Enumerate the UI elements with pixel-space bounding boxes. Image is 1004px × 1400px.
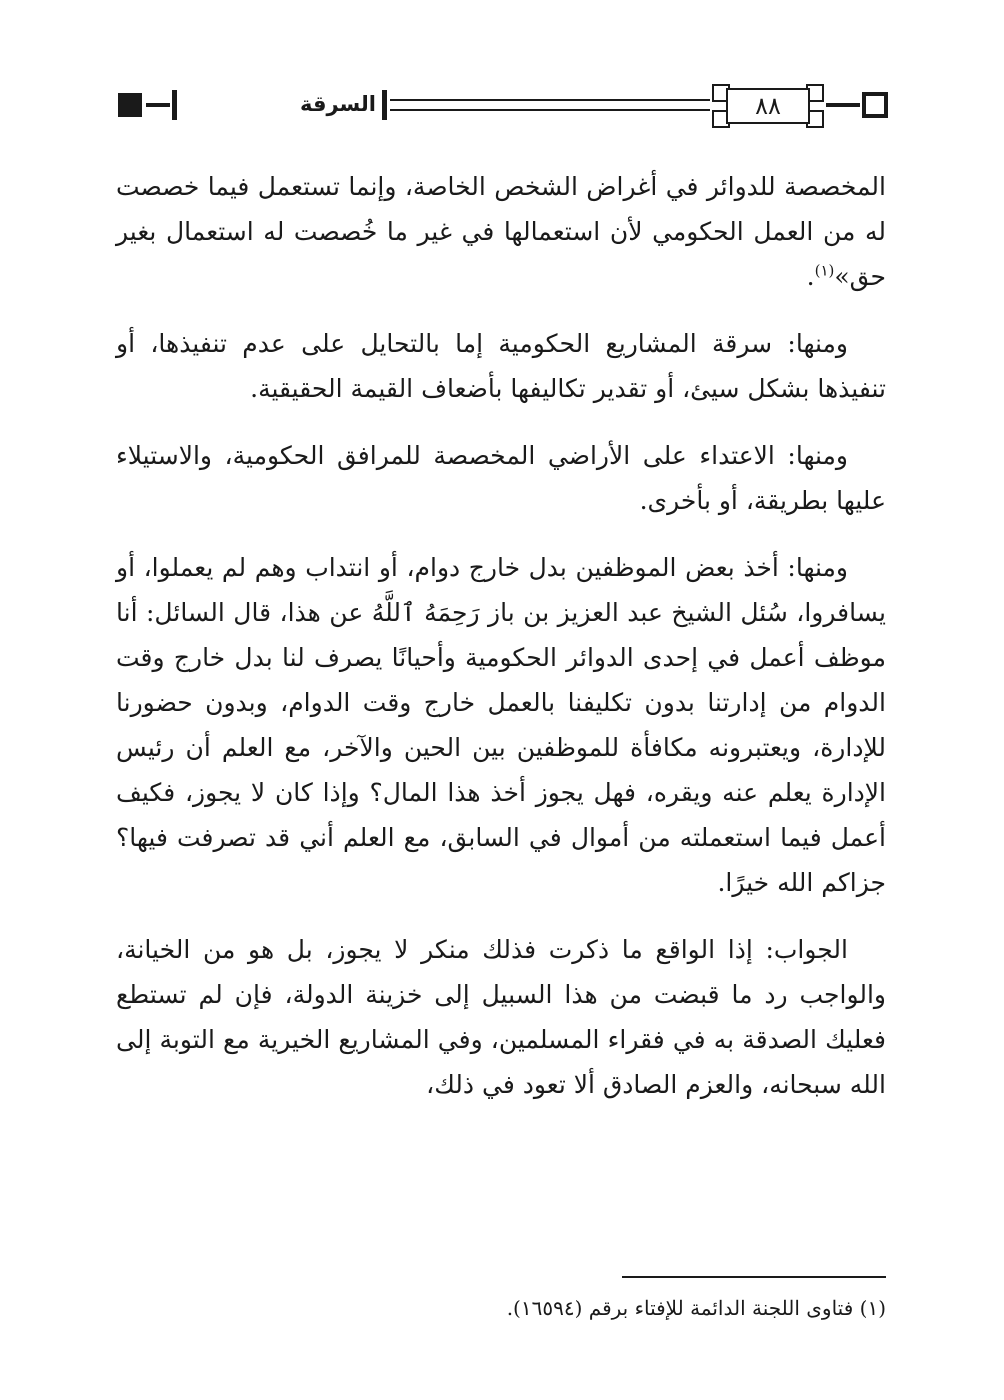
main-text <box>116 164 886 1129</box>
paragraph-1 <box>116 164 886 299</box>
running-header <box>118 82 886 128</box>
header-title: السرقة <box>299 92 376 116</box>
header-left-square <box>118 93 142 117</box>
header-right-square <box>862 92 888 118</box>
header-rule-right <box>826 103 860 107</box>
footnote-ref-1: (١) <box>814 261 835 280</box>
paragraph-3: ومنها: الاعتداء على الأراضي المخصصة للمرافق الحكومية، والاستيلاء عليها بطريقة، أو بأخرى. <box>116 441 886 515</box>
footnote: (١) فتاوى اللجنة الدائمة للإفتاء برقم (١٦٥٩٤). <box>506 1296 886 1320</box>
header-title-divider <box>382 90 387 120</box>
paragraph-4: ومنها: أخذ بعض الموظفين بدل خارج دوام، أو انتداب وهم لم يعملوا، أو يسافروا، سُئل الشيخ عبد العزيز بن باز رَحِمَهُ ٱللَّهُ عن هذا، قال السائل: أنا موظف أعمل في إحدى الدوائر الحكومية وأحيانًا يصرف لنا بدل خارج وقت الدوام من إدارتنا بدون تكليفنا بالعمل خارج وقت الدوام، وبدون حضورنا للإدارة، ويعتبرونه مكافأة للموظفين بين الحين والآخر، مع العلم أن رئيس الإدارة يعلم عنه ويقره، فهل يجوز أخذ هذا المال؟ وإذا كان لا يجوز، فكيف أعمل فيما استعملته من أموال في السابق، مع العلم أني قد تصرفت فيها؟ جزاكم الله خيرًا. <box>116 553 886 897</box>
footnote-rule <box>622 1276 886 1278</box>
paragraph-5: الجواب: إذا الواقع ما ذكرت فذلك منكر لا يجوز، بل هو من الخيانة، والواجب رد ما قبضت من هذا السبيل إلى خزينة الدولة، فإن لم تستطع فعليك الصدقة به في فقراء المسلمين، وفي المشاريع الخيرية مع التوبة إلى الله سبحانه، والعزم الصادق ألا تعود في ذلك، <box>116 935 886 1099</box>
header-left-divider <box>172 90 177 120</box>
paragraph-1-end: . <box>806 262 815 291</box>
paragraph-1-text: المخصصة للدوائر في أغراض الشخص الخاصة، وإنما تستعمل فيما خصصت له من العمل الحكومي لأن استعمالها في غير ما خُصصت له استعمال بغير حق» <box>116 172 886 291</box>
paragraph-2: ومنها: سرقة المشاريع الحكومية إما بالتحايل على عدم تنفيذها، أو تنفيذها بشكل سيئ، أو تقدير تكاليفها بأضعاف القيمة الحقيقية. <box>116 329 886 403</box>
page-number: ٨٨ <box>726 88 810 124</box>
header-left-bar <box>146 103 170 107</box>
header-rule-top <box>390 99 710 101</box>
page-number-frame <box>710 84 824 126</box>
header-rule-bottom <box>390 109 710 111</box>
